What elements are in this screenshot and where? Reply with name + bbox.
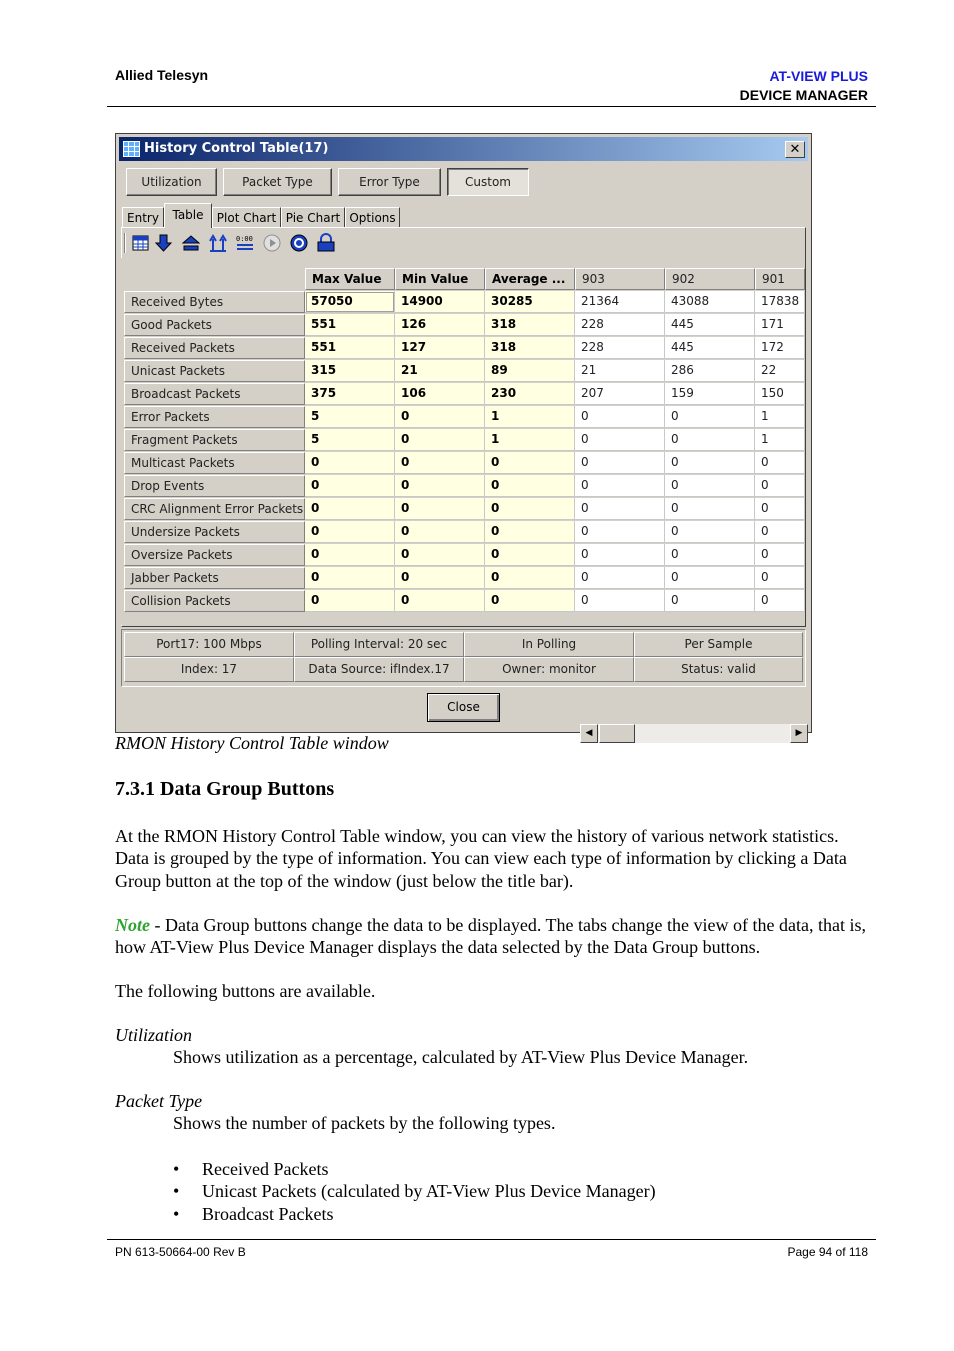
table-cell[interactable]: 0: [665, 544, 755, 566]
play-icon[interactable]: [261, 233, 283, 253]
table-cell[interactable]: 1: [755, 406, 805, 428]
table-cell[interactable]: 0: [755, 498, 805, 520]
table-cell[interactable]: 89: [485, 360, 575, 382]
table-cell[interactable]: 0: [575, 498, 665, 520]
table-cell[interactable]: 551: [305, 337, 395, 359]
table-cell[interactable]: 0: [665, 406, 755, 428]
table-cell[interactable]: 375: [305, 383, 395, 405]
footer-page-number: Page 94 of 118: [787, 1245, 868, 1259]
row-header: Unicast Packets: [124, 360, 305, 382]
table-cell[interactable]: 0: [395, 544, 485, 566]
group-button-utilization[interactable]: Utilization: [126, 168, 217, 196]
table-cell[interactable]: 0: [665, 475, 755, 497]
group-button-packet-type[interactable]: Packet Type: [223, 168, 332, 196]
status-field: Per Sample: [634, 632, 803, 657]
window-close-icon[interactable]: ✕: [785, 141, 805, 158]
table-cell[interactable]: 0: [485, 475, 575, 497]
header-rule: [107, 106, 876, 107]
table-cell[interactable]: 171: [755, 314, 805, 336]
status-field: Data Source: ifIndex.17: [294, 657, 464, 682]
table-cell[interactable]: 228: [575, 314, 665, 336]
horizontal-scrollbar[interactable]: [580, 724, 808, 743]
table-cell[interactable]: 0: [395, 429, 485, 451]
table-cell[interactable]: 0: [395, 498, 485, 520]
table-cell[interactable]: 1: [485, 429, 575, 451]
history-control-window: [115, 133, 812, 738]
table-cell[interactable]: 0: [395, 475, 485, 497]
row-header: Jabber Packets: [124, 567, 305, 589]
table-cell[interactable]: 0: [575, 590, 665, 612]
header-product: [740, 67, 868, 105]
toolbar-separator: [124, 233, 126, 253]
row-header: Oversize Packets: [124, 544, 305, 566]
svg-text:0:00: 0:00: [236, 235, 253, 243]
table-cell[interactable]: 0: [665, 521, 755, 543]
header-company: Allied Telesyn: [115, 67, 209, 83]
row-header: Collision Packets: [124, 590, 305, 612]
table-cell[interactable]: 0: [485, 544, 575, 566]
table-cell[interactable]: 0: [485, 498, 575, 520]
note-paragraph: [115, 914, 875, 959]
table-cell[interactable]: 0: [665, 429, 755, 451]
table-icon[interactable]: [130, 233, 152, 253]
table-cell[interactable]: 5: [305, 429, 395, 451]
column-header[interactable]: 901: [755, 268, 805, 290]
status-field: Owner: monitor: [464, 657, 634, 682]
table-cell[interactable]: 0: [755, 452, 805, 474]
table-cell[interactable]: 0: [575, 429, 665, 451]
table-cell[interactable]: 0: [755, 475, 805, 497]
list-item: • Unicast Packets (calculated by AT-View Plus Device Manager): [173, 1180, 656, 1202]
table-cell[interactable]: 0: [305, 567, 395, 589]
window-title: History Control Table(17): [144, 141, 329, 156]
table-cell[interactable]: 0: [575, 475, 665, 497]
status-field: Port17: 100 Mbps: [124, 632, 294, 657]
table-cell[interactable]: 445: [665, 314, 755, 336]
sort-down-icon[interactable]: [153, 233, 175, 253]
table-cell[interactable]: 0: [305, 452, 395, 474]
row-header: Fragment Packets: [124, 429, 305, 451]
row-header: Multicast Packets: [124, 452, 305, 474]
table-cell[interactable]: 0: [305, 590, 395, 612]
tab-plot-chart[interactable]: Plot Chart: [212, 207, 281, 228]
figure-caption: RMON History Control Table window: [115, 733, 389, 753]
column-header[interactable]: Max Value: [305, 268, 395, 290]
table-cell[interactable]: 286: [665, 360, 755, 382]
clock-icon[interactable]: [234, 233, 256, 253]
buttons-intro: The following buttons are available.: [115, 981, 376, 1001]
group-button-custom[interactable]: Custom: [447, 168, 529, 196]
table-cell[interactable]: 0: [395, 567, 485, 589]
header-product-line1: AT-VIEW PLUS: [769, 68, 868, 84]
column-header[interactable]: Average ...: [485, 268, 575, 290]
table-cell[interactable]: 0: [395, 521, 485, 543]
table-cell[interactable]: 445: [665, 337, 755, 359]
status-field: In Polling: [464, 632, 634, 657]
table-cell[interactable]: 14900: [395, 291, 485, 313]
table-cell[interactable]: 43088: [665, 291, 755, 313]
table-cell[interactable]: 21: [395, 360, 485, 382]
table-cell[interactable]: 318: [485, 337, 575, 359]
status-panel: [121, 629, 806, 687]
table-cell[interactable]: 0: [755, 590, 805, 612]
table-cell[interactable]: 0: [665, 567, 755, 589]
table-cell[interactable]: 0: [665, 452, 755, 474]
table-cell[interactable]: 0: [575, 544, 665, 566]
table-cell[interactable]: 0: [755, 544, 805, 566]
grid-app-icon: [123, 141, 140, 157]
row-header: Undersize Packets: [124, 521, 305, 543]
table-cell[interactable]: 0: [665, 498, 755, 520]
table-cell[interactable]: 127: [395, 337, 485, 359]
intro-paragraph: At the RMON History Control Table window, you can view the history of various network statistics. Data is grouped by the type of information. You can view each type of information by clicking a Data Group button at the top of the window (just below the title bar).: [115, 826, 847, 891]
table-cell[interactable]: 0: [575, 567, 665, 589]
header-product-line2: DEVICE MANAGER: [739, 87, 868, 103]
table-cell[interactable]: 17838: [755, 291, 805, 313]
close-button[interactable]: Close: [427, 693, 500, 722]
eject-icon[interactable]: [180, 233, 202, 253]
table-cell[interactable]: 1: [485, 406, 575, 428]
table-cell[interactable]: 0: [305, 475, 395, 497]
table-cell[interactable]: 30285: [485, 291, 575, 313]
scroll-thumb[interactable]: [599, 724, 635, 743]
section-heading: 7.3.1 Data Group Buttons: [115, 778, 335, 800]
group-button-error-type[interactable]: Error Type: [338, 168, 441, 196]
table-cell[interactable]: 21364: [575, 291, 665, 313]
table-cell[interactable]: 126: [395, 314, 485, 336]
table-cell[interactable]: 172: [755, 337, 805, 359]
note-text: - Data Group buttons change the data to be displayed. The tabs change the view of the data, that is, how AT-View Plus Device Manager displays the data selected by the Data Group buttons.: [115, 915, 866, 958]
table-cell[interactable]: 228: [575, 337, 665, 359]
table-cell[interactable]: 22: [755, 360, 805, 382]
row-header: Error Packets: [124, 406, 305, 428]
note-label: Note: [115, 915, 150, 935]
term-packet-type: Packet Type: [115, 1091, 203, 1111]
footer-part-number: PN 613-50664-00 Rev B: [115, 1245, 246, 1259]
table-cell[interactable]: 0: [755, 521, 805, 543]
status-field: Index: 17: [124, 657, 294, 682]
table-cell[interactable]: 230: [485, 383, 575, 405]
table-cell[interactable]: 106: [395, 383, 485, 405]
stop-icon[interactable]: [288, 233, 310, 253]
table-cell[interactable]: 207: [575, 383, 665, 405]
table-cell[interactable]: 0: [305, 498, 395, 520]
scroll-left-icon[interactable]: ◀: [580, 724, 598, 743]
table-cell[interactable]: 0: [395, 590, 485, 612]
sort-up-icon[interactable]: [207, 233, 229, 253]
list-item: • Received Packets: [173, 1158, 656, 1180]
table-cell[interactable]: 0: [395, 452, 485, 474]
table-cell[interactable]: 0: [305, 521, 395, 543]
row-header: CRC Alignment Error Packets: [124, 498, 305, 520]
lock-icon[interactable]: [315, 233, 337, 253]
status-field: Status: valid: [634, 657, 803, 682]
term-utilization: Utilization: [115, 1025, 193, 1045]
table-cell[interactable]: 315: [305, 360, 395, 382]
tab-pie-chart[interactable]: Pie Chart: [281, 207, 345, 228]
table-cell[interactable]: 21: [575, 360, 665, 382]
table-cell[interactable]: 159: [665, 383, 755, 405]
column-header[interactable]: Min Value: [395, 268, 485, 290]
table-cell[interactable]: 1: [755, 429, 805, 451]
footer-rule: [107, 1239, 876, 1240]
table-cell[interactable]: 5: [305, 406, 395, 428]
table-cell[interactable]: 0: [755, 567, 805, 589]
row-header: Drop Events: [124, 475, 305, 497]
packet-type-list: [173, 1158, 656, 1225]
window-titlebar[interactable]: [119, 137, 808, 161]
column-header[interactable]: 903: [575, 268, 665, 290]
desc-packet-type: Shows the number of packets by the following types.: [173, 1113, 556, 1133]
row-header: Received Bytes: [124, 291, 305, 313]
table-cell[interactable]: 0: [665, 590, 755, 612]
list-item: • Broadcast Packets: [173, 1203, 656, 1225]
table-cell[interactable]: 0: [395, 406, 485, 428]
scroll-right-icon[interactable]: ▶: [790, 724, 808, 743]
table-cell[interactable]: 0: [575, 521, 665, 543]
table-cell[interactable]: 0: [575, 452, 665, 474]
table-cell[interactable]: 0: [485, 567, 575, 589]
status-field: Polling Interval: 20 sec: [294, 632, 464, 657]
table-cell[interactable]: 0: [485, 590, 575, 612]
table-cell[interactable]: 0: [305, 544, 395, 566]
table-cell[interactable]: 150: [755, 383, 805, 405]
table-cell[interactable]: 57050: [305, 291, 395, 313]
tab-options[interactable]: Options: [345, 207, 400, 228]
table-cell[interactable]: 318: [485, 314, 575, 336]
table-cell[interactable]: 0: [575, 406, 665, 428]
row-header: Good Packets: [124, 314, 305, 336]
row-header: Broadcast Packets: [124, 383, 305, 405]
desc-utilization: Shows utilization as a percentage, calculated by AT-View Plus Device Manager.: [173, 1047, 749, 1067]
tab-table[interactable]: Table: [164, 203, 212, 228]
column-header[interactable]: 902: [665, 268, 755, 290]
table-cell[interactable]: 551: [305, 314, 395, 336]
tab-entry[interactable]: Entry: [122, 207, 164, 228]
table-cell[interactable]: 0: [485, 521, 575, 543]
table-cell[interactable]: 0: [485, 452, 575, 474]
row-header: Received Packets: [124, 337, 305, 359]
